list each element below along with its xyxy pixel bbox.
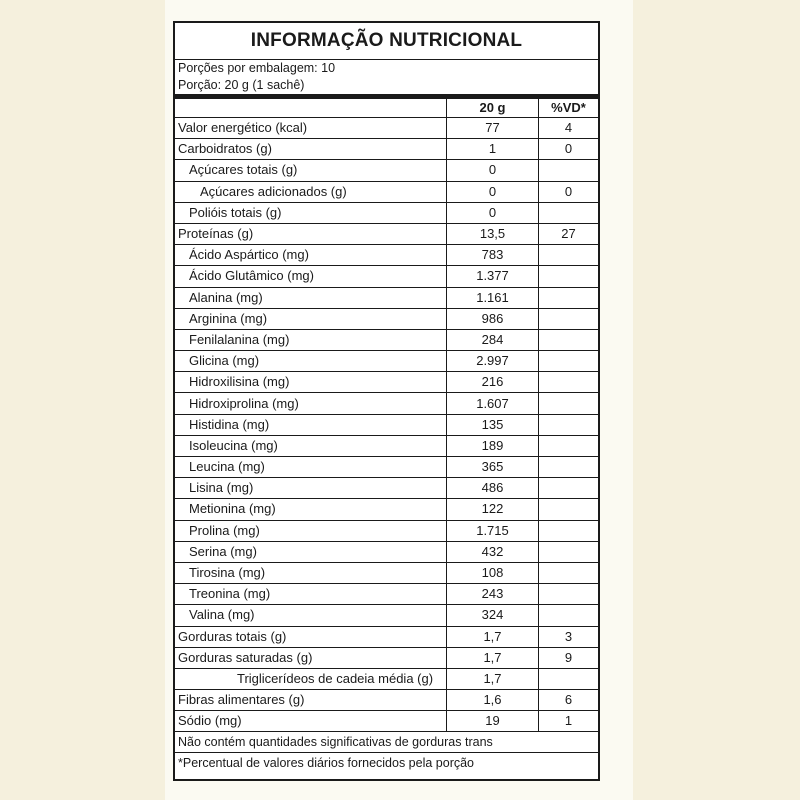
nutrient-daily-value: 0 (539, 139, 599, 160)
table-row (175, 351, 598, 372)
nutrient-name: Glicina (mg) (175, 351, 447, 372)
nutrient-name: Metionina (mg) (175, 499, 447, 520)
table-row (175, 223, 598, 244)
nutrient-daily-value (539, 562, 599, 583)
table-row (175, 457, 598, 478)
table-row (175, 245, 598, 266)
nutrient-name: Ácido Glutâmico (mg) (175, 266, 447, 287)
table-row (175, 499, 598, 520)
nutrient-daily-value (539, 287, 599, 308)
nutrient-value: 284 (447, 329, 539, 350)
nutrient-daily-value: 4 (539, 118, 599, 139)
nutrient-daily-value (539, 414, 599, 435)
nutrient-name: Valina (mg) (175, 605, 447, 626)
nutrient-value: 1,7 (447, 626, 539, 647)
header-daily-value: %VD* (539, 99, 599, 118)
table-row (175, 562, 598, 583)
nutrient-value: 365 (447, 457, 539, 478)
nutrient-daily-value (539, 457, 599, 478)
table-row (175, 308, 598, 329)
nutrient-daily-value (539, 308, 599, 329)
serving-size: Porção: 20 g (1 sachê) (178, 78, 305, 92)
table-row (175, 584, 598, 605)
nutrient-daily-value (539, 372, 599, 393)
nutrient-value: 1.161 (447, 287, 539, 308)
nutrient-name: Valor energético (kcal) (175, 118, 447, 139)
nutrient-name: Sódio (mg) (175, 711, 447, 732)
nutrient-daily-value (539, 605, 599, 626)
table-row (175, 181, 598, 202)
table-row (175, 266, 598, 287)
nutrient-daily-value: 0 (539, 181, 599, 202)
nutrient-daily-value (539, 245, 599, 266)
nutrient-daily-value: 1 (539, 711, 599, 732)
header-serving-value: 20 g (447, 99, 539, 118)
nutrient-value: 189 (447, 435, 539, 456)
table-row (175, 520, 598, 541)
background-left (0, 0, 165, 800)
nutrient-name: Hidroxilisina (mg) (175, 372, 447, 393)
nutrient-value: 135 (447, 414, 539, 435)
nutrient-daily-value: 6 (539, 690, 599, 711)
nutrient-value: 1 (447, 139, 539, 160)
table-row (175, 139, 598, 160)
nutrient-daily-value (539, 329, 599, 350)
nutrient-value: 0 (447, 160, 539, 181)
nutrient-name: Prolina (mg) (175, 520, 447, 541)
nutrient-name: Serina (mg) (175, 541, 447, 562)
nutrient-value: 77 (447, 118, 539, 139)
nutrient-daily-value: 9 (539, 647, 599, 668)
table-row (175, 414, 598, 435)
table-row (175, 393, 598, 414)
nutrient-value: 1.607 (447, 393, 539, 414)
table-header-row (175, 99, 598, 118)
background-right (633, 0, 800, 800)
nutrient-name: Polióis totais (g) (175, 202, 447, 223)
nutrient-name: Lisina (mg) (175, 478, 447, 499)
nutrient-name: Açúcares totais (g) (175, 160, 447, 181)
nutrient-value: 1,7 (447, 647, 539, 668)
nutrient-value: 432 (447, 541, 539, 562)
nutrient-value: 783 (447, 245, 539, 266)
table-row (175, 118, 598, 139)
table-row (175, 668, 598, 689)
nutrient-value: 19 (447, 711, 539, 732)
nutrient-daily-value (539, 160, 599, 181)
nutrient-name: Fenilalanina (mg) (175, 329, 447, 350)
nutrient-value: 486 (447, 478, 539, 499)
nutrient-value: 216 (447, 372, 539, 393)
nutrient-daily-value (539, 266, 599, 287)
servings-per-package: Porções por embalagem: 10 (178, 61, 336, 75)
table-row (175, 329, 598, 350)
footnote-daily-value: *Percentual de valores diários fornecidos pela porção (178, 756, 475, 771)
nutrient-daily-value (539, 351, 599, 372)
nutrient-name: Gorduras saturadas (g) (175, 647, 447, 668)
nutrient-value: 1.377 (447, 266, 539, 287)
table-row (175, 372, 598, 393)
nutrient-name: Gorduras totais (g) (175, 626, 447, 647)
footnote-trans-fat: Não contém quantidades significativas de gorduras trans (175, 732, 598, 753)
nutrient-value: 0 (447, 181, 539, 202)
nutrient-daily-value (539, 668, 599, 689)
nutrient-value: 122 (447, 499, 539, 520)
nutrient-name: Ácido Aspártico (mg) (175, 245, 447, 266)
nutrient-name: Hidroxiprolina (mg) (175, 393, 447, 414)
nutrient-value: 2.997 (447, 351, 539, 372)
header-nutrient (175, 99, 447, 118)
nutrient-value: 243 (447, 584, 539, 605)
nutrient-name: Açúcares adicionados (g) (175, 181, 447, 202)
table-row (175, 478, 598, 499)
nutrient-daily-value: 3 (539, 626, 599, 647)
nutrient-name: Fibras alimentares (g) (175, 690, 447, 711)
nutrient-name: Carboidratos (g) (175, 139, 447, 160)
table-row (175, 711, 598, 732)
table-row (175, 541, 598, 562)
nutrient-daily-value (539, 499, 599, 520)
nutrient-value: 108 (447, 562, 539, 583)
nutrient-daily-value (539, 435, 599, 456)
table-row (175, 202, 598, 223)
nutrient-daily-value (539, 584, 599, 605)
nutrient-value: 324 (447, 605, 539, 626)
nutrient-daily-value: 27 (539, 223, 599, 244)
nutrient-daily-value (539, 520, 599, 541)
nutrient-name: Arginina (mg) (175, 308, 447, 329)
nutrient-name: Proteínas (g) (175, 223, 447, 244)
nutrient-value: 0 (447, 202, 539, 223)
nutrient-name: Triglicerídeos de cadeia média (g) (175, 668, 447, 689)
table-row (175, 690, 598, 711)
nutrient-name: Leucina (mg) (175, 457, 447, 478)
nutrient-name: Alanina (mg) (175, 287, 447, 308)
nutrient-name: Tirosina (mg) (175, 562, 447, 583)
nutrient-value: 13,5 (447, 223, 539, 244)
nutrient-value: 986 (447, 308, 539, 329)
nutrient-value: 1,7 (447, 668, 539, 689)
table-row (175, 435, 598, 456)
table-row (175, 647, 598, 668)
nutrient-daily-value (539, 202, 599, 223)
nutrient-daily-value (539, 541, 599, 562)
nutrient-daily-value (539, 393, 599, 414)
nutrition-facts-label (173, 21, 600, 781)
nutrient-name: Isoleucina (mg) (175, 435, 447, 456)
nutrient-name: Histidina (mg) (175, 414, 447, 435)
table-row (175, 605, 598, 626)
table-row (175, 287, 598, 308)
nutrition-table (175, 99, 598, 732)
nutrient-daily-value (539, 478, 599, 499)
label-title: INFORMAÇÃO NUTRICIONAL (175, 23, 598, 60)
nutrient-value: 1.715 (447, 520, 539, 541)
table-row (175, 626, 598, 647)
table-row (175, 160, 598, 181)
nutrient-name: Treonina (mg) (175, 584, 447, 605)
nutrient-value: 1,6 (447, 690, 539, 711)
